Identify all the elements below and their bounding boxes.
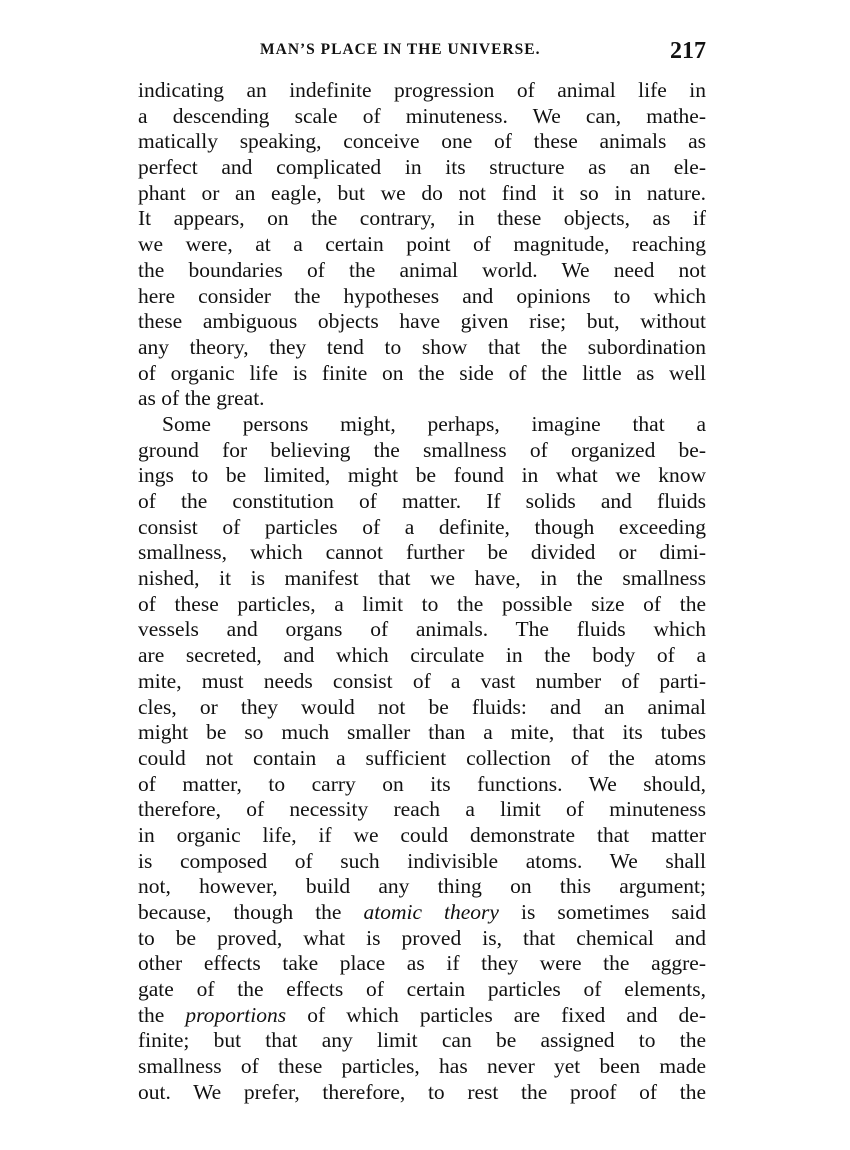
text-run: because, though the <box>138 900 364 924</box>
italic-phrase: proportions <box>185 1002 287 1027</box>
text-line: phant or an eagle, but we do not find it so in nature. <box>138 180 706 205</box>
text-line: of organic life is finite on the side of the little as well <box>138 360 706 385</box>
text-line: ings to be limited, might be found in what we know <box>138 463 706 488</box>
text-line: of matter, to carry on its functions. We should, <box>138 771 706 796</box>
text-line: a descending scale of minuteness. We can, mathe- <box>138 103 706 128</box>
text-line: matically speaking, conceive one of these animals as <box>138 129 706 154</box>
page-number: 217 <box>670 38 706 64</box>
text-line: any theory, they tend to show that the subordination <box>138 334 706 359</box>
text-line: other effects take place as if they were the aggre- <box>138 951 706 976</box>
text-line: smallness, which cannot further be divided or dimi- <box>138 540 706 565</box>
text-line: in organic life, if we could demonstrate that matter <box>138 822 706 847</box>
text-line: is composed of such indivisible atoms. We shall <box>138 848 706 873</box>
text-line: we were, at a certain point of magnitude, reaching <box>138 232 706 257</box>
text-line: ground for believing the smallness of organized be- <box>138 437 706 462</box>
text-line: are secreted, and which circulate in the body of a <box>138 643 706 668</box>
italic-phrase: atomic theory <box>363 900 499 924</box>
text-line: of these particles, a limit to the possible size of the <box>138 591 706 616</box>
text-line: these ambiguous objects have given rise; but, without <box>138 309 706 334</box>
running-title: MAN’S PLACE IN THE UNIVERSE. <box>260 41 541 58</box>
paragraph-last-line: as of the great. <box>138 386 265 411</box>
text-line: gate of the effects of certain particles of elements, <box>138 977 706 1002</box>
text-line: nished, it is manifest that we have, in the smallness <box>138 566 706 591</box>
text-line: out. We prefer, therefore, to rest the proof of the <box>138 1079 706 1104</box>
text-line: therefore, of necessity reach a limit of minuteness <box>138 797 706 822</box>
running-head <box>138 38 706 68</box>
text-line: of the constitution of matter. If solids and fluids <box>138 489 706 513</box>
text-line-with-italic <box>138 900 706 926</box>
text-line: cles, or they would not be fluids: and an animal <box>138 694 706 719</box>
text-line: It appears, on the contrary, in these objects, as if <box>138 206 706 231</box>
text-line: might be so much smaller than a mite, that its tubes <box>138 720 706 745</box>
text-line: consist of particles of a definite, though exceeding <box>138 514 706 539</box>
text-line: smallness of these particles, has never yet been made <box>138 1054 706 1079</box>
paragraph-first-line: Some persons might, perhaps, imagine that a <box>162 411 706 436</box>
text-run: the <box>138 1002 186 1027</box>
text-line: finite; but that any limit can be assigned to the <box>138 1028 706 1053</box>
text-line: not, however, build any thing on this argument; <box>138 874 706 899</box>
body-text <box>138 78 706 1106</box>
text-line: mite, must needs consist of a vast number of parti- <box>138 668 706 693</box>
text-line: vessels and organs of animals. The fluids which <box>138 617 706 642</box>
text-line: indicating an indefinite progression of animal life in <box>138 78 706 102</box>
text-line: perfect and complicated in its structure as an ele- <box>138 155 706 180</box>
text-run: is sometimes said <box>498 900 706 924</box>
text-line: here consider the hypotheses and opinions to which <box>138 283 706 308</box>
text-line-with-italic <box>138 1003 706 1029</box>
text-line: to be proved, what is proved is, that chemical and <box>138 925 706 950</box>
text-run: of which particles are fixed and de- <box>286 1002 706 1027</box>
text-line: the boundaries of the animal world. We need not <box>138 257 706 282</box>
text-line: could not contain a sufficient collection of the atoms <box>138 745 706 770</box>
